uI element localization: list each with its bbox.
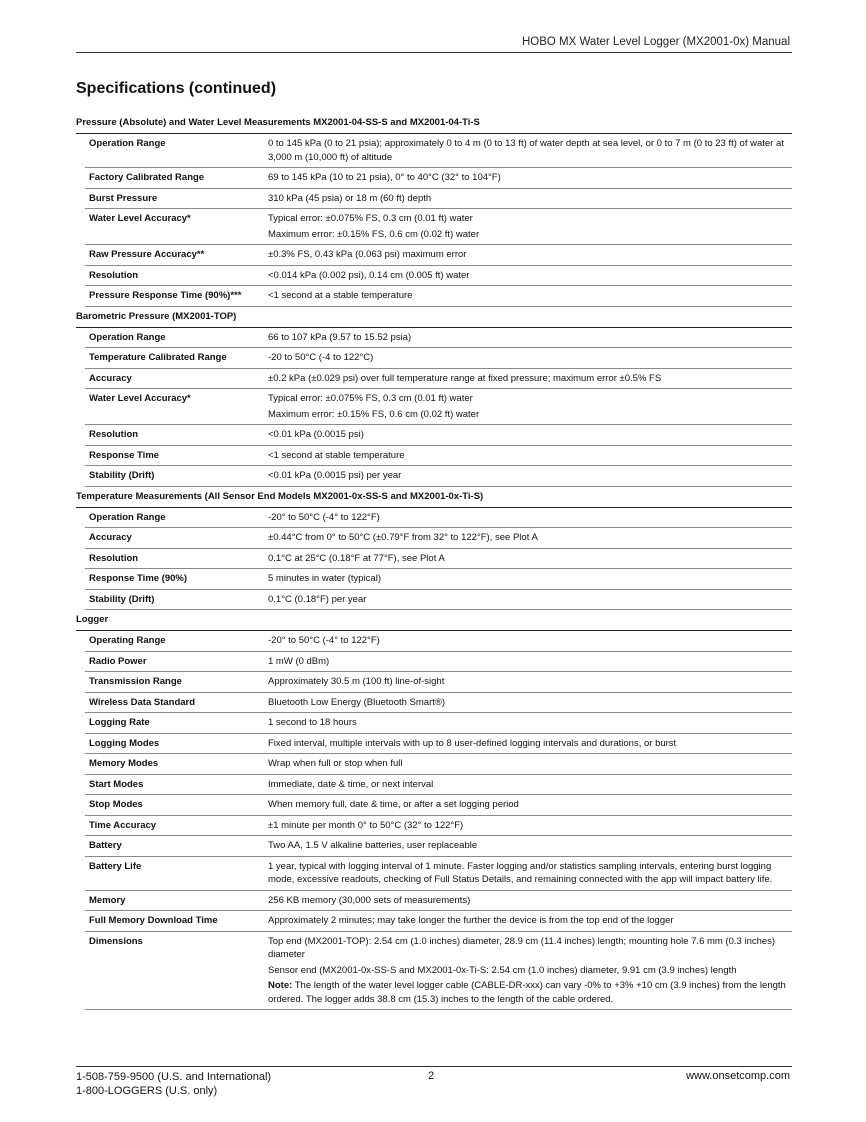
spec-value-line: Typical error: ±0.075% FS, 0.3 cm (0.01 ft) water <box>268 213 473 224</box>
spec-label: Stability (Drift) <box>89 470 155 481</box>
spec-label: Transmission Range <box>89 676 182 687</box>
spec-value-line: ±1 minute per month 0° to 50°C (32° to 122°F) <box>268 819 464 831</box>
spec-note-text: The length of the water level logger cable (CABLE-DR-xxx) can vary -0% to +3% +10 cm (3.9 inches) from the length ordered. The logger adds 38.8 cm (15.3) inches to the length of the cable ordered. <box>268 980 786 1005</box>
spec-row <box>85 857 792 891</box>
spec-value-line: <1 second at stable temperature <box>268 449 405 461</box>
spec-value-line: Bluetooth Low Energy (Bluetooth Smart®) <box>268 696 446 708</box>
spec-value-line: -20° to 50°C (-4° to 122°F) <box>268 635 380 646</box>
spec-note-label: Note: <box>268 980 293 991</box>
spec-row <box>85 328 792 349</box>
spec-row <box>85 446 792 467</box>
spec-value-line: <0.01 kPa (0.0015 psi) <box>268 429 364 440</box>
spec-value-line: 1 mW (0 dBm) <box>268 655 330 667</box>
spec-label: Start Modes <box>89 778 144 790</box>
page-title: Specifications (continued) <box>76 80 277 97</box>
spec-value <box>268 914 792 928</box>
spec-label: Stop Modes <box>89 799 143 810</box>
spec-row <box>85 528 792 549</box>
spec-value-line: When memory full, date & time, or after a set logging period <box>268 799 519 810</box>
spec-row <box>85 932 792 1011</box>
spec-row <box>85 168 792 189</box>
spec-label: Operation Range <box>89 138 166 149</box>
spec-value-line: 66 to 107 kPa (9.57 to 15.52 psia) <box>268 331 412 343</box>
spec-label: Resolution <box>89 269 139 281</box>
spec-value-line: 0.1°C (0.18°F) per year <box>268 593 367 605</box>
spec-row <box>85 693 792 714</box>
spec-label: Temperature Calibrated Range <box>89 352 227 363</box>
spec-value-line: -20° to 50°C (-4° to 122°F) <box>268 511 380 523</box>
spec-value-line: Approximately 30.5 m (100 ft) line-of-sight <box>268 676 445 687</box>
spec-value <box>268 428 792 442</box>
spec-label: Dimensions <box>89 935 143 947</box>
spec-label: Memory <box>89 894 126 906</box>
spec-label: Full Memory Download Time <box>89 915 218 926</box>
spec-value <box>268 289 792 303</box>
spec-label: Accuracy <box>89 532 132 543</box>
spec-row <box>85 631 792 652</box>
spec-row <box>85 672 792 693</box>
spec-label: Resolution <box>89 429 139 440</box>
spec-row <box>85 245 792 266</box>
spec-value-line: ±0.44°C from 0° to 50°C (±0.79°F from 32° to 122°F), see Plot A <box>268 532 538 543</box>
spec-label: Memory Modes <box>89 758 159 769</box>
spec-note <box>268 979 788 1006</box>
spec-value-line: Wrap when full or stop when full <box>268 758 403 769</box>
document-header-title: HOBO MX Water Level Logger (MX2001-0x) Manual <box>521 36 790 48</box>
spec-value <box>268 449 792 463</box>
spec-value <box>268 351 792 365</box>
spec-row <box>85 286 792 307</box>
spec-label: Pressure Response Time (90%)*** <box>89 290 242 301</box>
spec-value <box>268 269 792 283</box>
spec-row <box>85 466 792 487</box>
spec-value-line: Fixed interval, multiple intervals with up to 8 user-defined logging intervals and durations, or burst <box>268 737 677 749</box>
spec-row <box>85 348 792 369</box>
spec-value-line: 0 to 145 kPa (0 to 21 psia); approximately 0 to 4 m (0 to 13 ft) of water depth at sea level, or 0 to 7 m (0 to 23 ft) of water at 3,000 m (10,000 ft) of altitude <box>268 138 784 163</box>
spec-row <box>85 425 792 446</box>
spec-value <box>268 716 792 730</box>
spec-value <box>268 860 792 887</box>
spec-value <box>268 634 792 648</box>
spec-value-line: Typical error: ±0.075% FS, 0.3 cm (0.01 ft) water <box>268 393 473 404</box>
spec-value-line: ±0.3% FS, 0.43 kPa (0.063 psi) maximum error <box>268 249 467 260</box>
spec-row <box>85 209 792 245</box>
section-title: Temperature Measurements (All Sensor End Models MX2001-0x-SS-S and MX2001-0x-Ti-S) <box>76 487 792 508</box>
footer-website-link[interactable]: www.onsetcomp.com <box>686 1070 790 1082</box>
spec-value-line: Immediate, date & time, or next interval <box>268 778 434 790</box>
spec-row <box>85 754 792 775</box>
spec-value-line: <0.01 kPa (0.0015 psi) per year <box>268 470 402 481</box>
spec-label: Water Level Accuracy* <box>89 213 191 224</box>
spec-value <box>268 675 792 689</box>
spec-value-line: 69 to 145 kPa (10 to 21 psia), 0° to 40°C (32° to 104°F) <box>268 172 501 183</box>
spec-value <box>268 511 792 525</box>
spec-value <box>268 531 792 545</box>
spec-value <box>268 778 792 792</box>
spec-label: Radio Power <box>89 655 147 667</box>
spec-row <box>85 569 792 590</box>
spec-value <box>268 372 792 386</box>
spec-label: Burst Pressure <box>89 192 158 204</box>
spec-value-line: 256 KB memory (30,000 sets of measurements) <box>268 894 471 906</box>
spec-value-line: 310 kPa (45 psia) or 18 m (60 ft) depth <box>268 192 432 204</box>
spec-value <box>268 552 792 566</box>
spec-value <box>268 737 792 751</box>
spec-value-line: Maximum error: ±0.15% FS, 0.6 cm (0.02 ft) water <box>268 228 480 240</box>
spec-label: Accuracy <box>89 372 132 384</box>
spec-label: Wireless Data Standard <box>89 696 196 708</box>
spec-value-line: Top end (MX2001-TOP): 2.54 cm (1.0 inches) diameter, 28.9 cm (11.4 inches) length; mounting hole 7.6 mm (0.3 inches) diameter <box>268 935 776 960</box>
spec-label: Factory Calibrated Range <box>89 172 205 183</box>
spec-row <box>85 734 792 755</box>
spec-value <box>268 839 792 853</box>
spec-value <box>268 248 792 262</box>
spec-row <box>85 816 792 837</box>
header-divider <box>76 52 792 53</box>
spec-value-line: 5 minutes in water (typical) <box>268 573 381 584</box>
spec-value <box>268 798 792 812</box>
spec-row <box>85 189 792 210</box>
footer-phone-us: 1-800-LOGGERS (U.S. only) <box>76 1085 218 1097</box>
spec-value-line: Approximately 2 minutes; may take longer the further the device is from the top end of the logger <box>268 915 674 926</box>
spec-value-line: <0.014 kPa (0.002 psi), 0.14 cm (0.005 ft) water <box>268 269 470 281</box>
spec-row <box>85 590 792 611</box>
spec-value <box>268 572 792 586</box>
spec-row <box>85 911 792 932</box>
spec-row <box>85 508 792 529</box>
spec-label: Time Accuracy <box>89 819 157 831</box>
footer-phone-international: 1-508-759-9500 (U.S. and International) <box>76 1071 272 1083</box>
spec-row <box>85 795 792 816</box>
spec-value <box>268 171 792 185</box>
section-title: Barometric Pressure (MX2001-TOP) <box>76 307 792 328</box>
spec-row <box>85 713 792 734</box>
spec-value-line: Sensor end (MX2001-0x-SS-S and MX2001-0x-Ti-S: 2.54 cm (1.0 inches) diameter, 9.91 cm (3.9 inches) length <box>268 964 737 976</box>
spec-value-line: 1 second to 18 hours <box>268 717 357 728</box>
section-title: Logger <box>76 610 792 631</box>
spec-label: Resolution <box>89 552 139 564</box>
spec-value-line: Maximum error: ±0.15% FS, 0.6 cm (0.02 ft) water <box>268 408 480 420</box>
spec-value <box>268 655 792 669</box>
spec-row <box>85 369 792 390</box>
spec-label: Water Level Accuracy* <box>89 393 191 404</box>
spec-value <box>268 593 792 607</box>
spec-row <box>85 775 792 796</box>
spec-row <box>85 389 792 425</box>
spec-row <box>85 266 792 287</box>
section-title: Pressure (Absolute) and Water Level Measurements MX2001-04-SS-S and MX2001-04-Ti-S <box>76 113 792 134</box>
spec-value <box>268 331 792 345</box>
spec-value <box>268 819 792 833</box>
spec-label: Stability (Drift) <box>89 593 155 605</box>
spec-value <box>268 757 792 771</box>
page-number: 2 <box>428 1070 435 1082</box>
spec-value <box>268 894 792 908</box>
footer-divider <box>76 1066 792 1067</box>
spec-value <box>268 212 792 241</box>
spec-row <box>85 652 792 673</box>
spec-label: Battery <box>89 840 122 851</box>
spec-value <box>268 696 792 710</box>
spec-label: Logging Modes <box>89 737 160 749</box>
spec-value-line: Two AA, 1.5 V alkaline batteries, user replaceable <box>268 840 478 851</box>
spec-label: Battery Life <box>89 860 142 872</box>
spec-row <box>85 549 792 570</box>
spec-row <box>85 836 792 857</box>
spec-value-line: <1 second at a stable temperature <box>268 290 413 301</box>
spec-label: Operation Range <box>89 331 166 343</box>
spec-value-line: -20 to 50°C (-4 to 122°C) <box>268 352 374 363</box>
spec-value-line: 1 year, typical with logging interval of 1 minute. Faster logging and/or statistics sampling intervals, entering burst logging mode, excessive readouts, checking of Full Status Details, and remaining connected with the app will impact battery life. <box>268 860 773 885</box>
spec-value <box>268 469 792 483</box>
spec-value <box>268 192 792 206</box>
spec-value-line: ±0.2 kPa (±0.029 psi) over full temperature range at fixed pressure; maximum error ±0.5% FS <box>268 372 662 384</box>
spec-value <box>268 137 792 164</box>
spec-value-line: 0.1°C at 25°C (0.18°F at 77°F), see Plot A <box>268 552 445 564</box>
spec-row <box>85 134 792 168</box>
spec-label: Operating Range <box>89 635 166 646</box>
specifications-table <box>76 113 792 1010</box>
footer-contact <box>76 1070 271 1098</box>
spec-label: Response Time <box>89 449 160 461</box>
spec-label: Response Time (90%) <box>89 573 188 584</box>
spec-row <box>85 891 792 912</box>
spec-label: Logging Rate <box>89 717 150 728</box>
spec-label: Operation Range <box>89 511 166 523</box>
spec-label: Raw Pressure Accuracy** <box>89 249 205 260</box>
spec-value <box>268 935 792 1007</box>
spec-value <box>268 392 792 421</box>
